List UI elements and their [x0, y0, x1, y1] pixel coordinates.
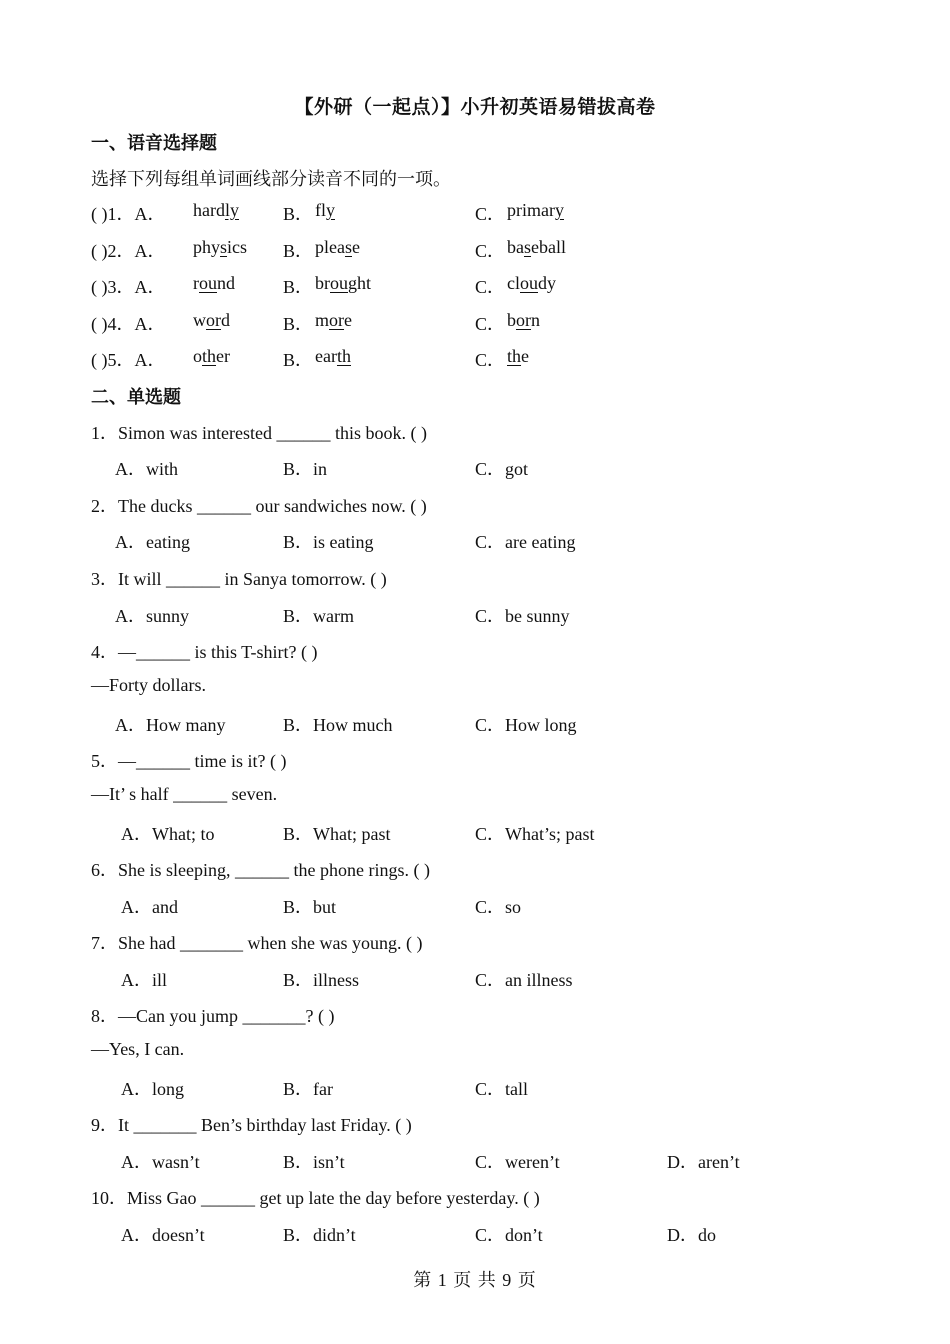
- question-number: ( )5．A．: [91, 350, 166, 370]
- option-b-word: more: [315, 310, 353, 330]
- answer-option: B．is eating: [283, 532, 374, 552]
- phonetics-question-row: [0, 310, 950, 336]
- option-b-label: B．: [283, 241, 314, 261]
- option-a-word: word: [193, 310, 230, 330]
- option-c-label: C．: [475, 204, 506, 224]
- answer-option: C．so: [475, 897, 522, 917]
- question-stem: 10．Miss Gao ______ get up late the day before yesterday. ( ): [91, 1188, 540, 1208]
- question-stem: 6．She is sleeping, ______ the phone rings. ( ): [91, 860, 430, 880]
- answer-option: C．How long: [475, 715, 577, 735]
- options-row: [0, 893, 950, 919]
- section-2-heading: 二、单选题: [91, 387, 181, 407]
- answer-option: B．in: [283, 459, 328, 479]
- question-number: ( )3．A．: [91, 277, 166, 297]
- question-stem: 5．—______ time is it? ( ): [91, 751, 287, 771]
- dialogue-response: —Forty dollars.: [91, 675, 206, 695]
- answer-option: C．got: [475, 459, 529, 479]
- options-row: [0, 1148, 950, 1174]
- option-a-word: other: [193, 346, 230, 366]
- options-row: [0, 602, 950, 628]
- question-stem: 3．It will ______ in Sanya tomorrow. ( ): [91, 569, 387, 589]
- section-1-instruction: 选择下列每组单词画线部分读音不同的一项。: [91, 169, 451, 189]
- option-a-word: physics: [193, 237, 248, 257]
- answer-option: C．an illness: [475, 970, 573, 990]
- phonetics-question-row: [0, 346, 950, 372]
- option-c-label: C．: [475, 241, 506, 261]
- answer-option: B．What; past: [283, 824, 391, 844]
- option-b-label: B．: [283, 314, 314, 334]
- question-number: ( )2．A．: [91, 241, 166, 261]
- answer-option: D．do: [667, 1225, 716, 1245]
- option-b-label: B．: [283, 277, 314, 297]
- question-stem: 8．—Can you jump _______? ( ): [91, 1006, 335, 1026]
- answer-option: B．far: [283, 1079, 333, 1099]
- answer-option: A．sunny: [115, 606, 190, 626]
- question-stem: 2．The ducks ______ our sandwiches now. ( ): [91, 496, 427, 516]
- answer-option: D．aren’t: [667, 1152, 740, 1172]
- option-b-word: fly: [315, 200, 335, 220]
- option-c-word: cloudy: [507, 273, 556, 293]
- options-row: [0, 455, 950, 481]
- answer-option: A．long: [121, 1079, 184, 1099]
- option-c-word: the: [507, 346, 530, 366]
- question-stem: 9．It _______ Ben’s birthday last Friday. ( ): [91, 1115, 412, 1135]
- question-number: ( )1．A．: [91, 204, 166, 224]
- question-stem: 7．She had _______ when she was young. ( ): [91, 933, 423, 953]
- answer-option: C．are eating: [475, 532, 576, 552]
- options-row: [0, 711, 950, 737]
- phonetics-question-row: [0, 273, 950, 299]
- answer-option: C．weren’t: [475, 1152, 560, 1172]
- answer-option: A．with: [115, 459, 178, 479]
- answer-option: B．but: [283, 897, 337, 917]
- page-footer: 第 1 页 共 9 页: [413, 1270, 537, 1290]
- options-row: [0, 820, 950, 846]
- answer-option: A．doesn’t: [121, 1225, 205, 1245]
- answer-option: A．eating: [115, 532, 190, 552]
- option-b-word: brought: [315, 273, 372, 293]
- option-c-word: baseball: [507, 237, 566, 257]
- option-a-word: round: [193, 273, 235, 293]
- option-b-word: please: [315, 237, 360, 257]
- paper-title: 【外研（一起点）】小升初英语易错拔高卷: [294, 97, 656, 118]
- answer-option: A．wasn’t: [121, 1152, 200, 1172]
- section-1-heading: 一、语音选择题: [91, 133, 217, 153]
- answer-option: C．don’t: [475, 1225, 543, 1245]
- question-number: ( )4．A．: [91, 314, 166, 334]
- option-c-label: C．: [475, 314, 506, 334]
- options-row: [0, 528, 950, 554]
- answer-option: B．isn’t: [283, 1152, 345, 1172]
- option-a-word: hardly: [193, 200, 239, 220]
- option-c-label: C．: [475, 350, 506, 370]
- answer-option: C．be sunny: [475, 606, 570, 626]
- question-stem: 4．—______ is this T-shirt? ( ): [91, 642, 318, 662]
- options-row: [0, 966, 950, 992]
- phonetics-question-row: [0, 237, 950, 263]
- answer-option: B．didn’t: [283, 1225, 356, 1245]
- answer-option: B．warm: [283, 606, 354, 626]
- answer-option: B．illness: [283, 970, 360, 990]
- answer-option: A．ill: [121, 970, 168, 990]
- option-c-word: born: [507, 310, 540, 330]
- answer-option: B．How much: [283, 715, 393, 735]
- question-stem: 1．Simon was interested ______ this book. ( ): [91, 423, 427, 443]
- phonetics-question-row: [0, 200, 950, 226]
- dialogue-response: —It’ s half ______ seven.: [91, 784, 278, 804]
- option-c-word: primary: [507, 200, 564, 220]
- answer-option: A．How many: [115, 715, 226, 735]
- option-c-label: C．: [475, 277, 506, 297]
- option-b-label: B．: [283, 350, 314, 370]
- answer-option: C．tall: [475, 1079, 528, 1099]
- options-row: [0, 1075, 950, 1101]
- options-row: [0, 1221, 950, 1247]
- answer-option: A．and: [121, 897, 178, 917]
- answer-option: A．What; to: [121, 824, 215, 844]
- option-b-label: B．: [283, 204, 314, 224]
- answer-option: C．What’s; past: [475, 824, 595, 844]
- option-b-word: earth: [315, 346, 351, 366]
- dialogue-response: —Yes, I can.: [91, 1039, 185, 1059]
